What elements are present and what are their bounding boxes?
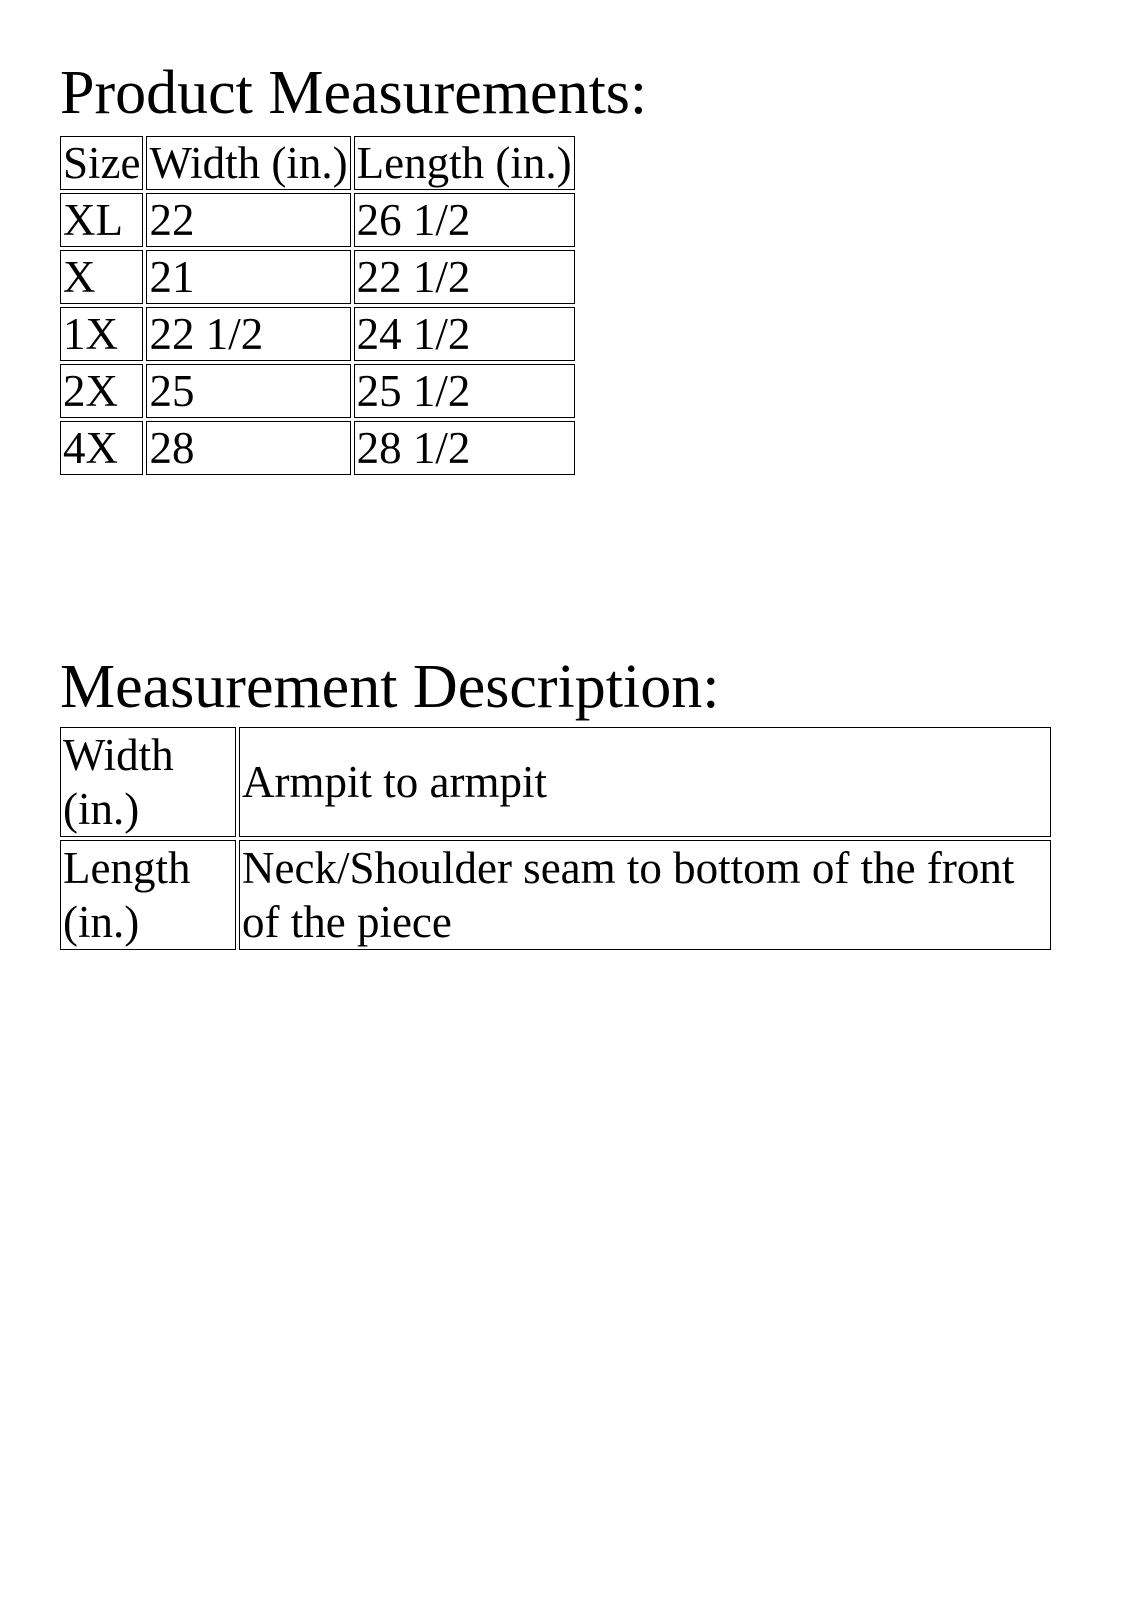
- cell-length: 24 1/2: [354, 307, 575, 361]
- table-header-row: [60, 136, 575, 190]
- table-row: [60, 307, 575, 361]
- cell-size: 2X: [60, 364, 143, 418]
- header-length: Length (in.): [354, 136, 575, 190]
- description-table: [57, 724, 1054, 953]
- description-text: Neck/Shoulder seam to bottom of the front of the piece: [239, 840, 1051, 950]
- product-measurements-title: Product Measurements:: [60, 59, 648, 127]
- table-row: [60, 364, 575, 418]
- cell-length: 25 1/2: [354, 364, 575, 418]
- cell-size: 4X: [60, 421, 143, 475]
- table-row: [60, 193, 575, 247]
- table-row: [60, 421, 575, 475]
- size-table: [57, 133, 578, 478]
- description-term: Width (in.): [60, 727, 236, 837]
- header-width: Width (in.): [146, 136, 350, 190]
- cell-length: 28 1/2: [354, 421, 575, 475]
- cell-width: 22: [146, 193, 350, 247]
- description-term: Length (in.): [60, 840, 236, 950]
- cell-length: 22 1/2: [354, 250, 575, 304]
- table-row: [60, 840, 1051, 950]
- cell-width: 21: [146, 250, 350, 304]
- header-size: Size: [60, 136, 143, 190]
- cell-length: 26 1/2: [354, 193, 575, 247]
- cell-size: 1X: [60, 307, 143, 361]
- cell-size: X: [60, 250, 143, 304]
- table-row: [60, 727, 1051, 837]
- measurement-description-title: Measurement Description:: [60, 653, 720, 721]
- description-text: Armpit to armpit: [239, 727, 1051, 837]
- cell-width: 28: [146, 421, 350, 475]
- cell-size: XL: [60, 193, 143, 247]
- cell-width: 25: [146, 364, 350, 418]
- table-row: [60, 250, 575, 304]
- cell-width: 22 1/2: [146, 307, 350, 361]
